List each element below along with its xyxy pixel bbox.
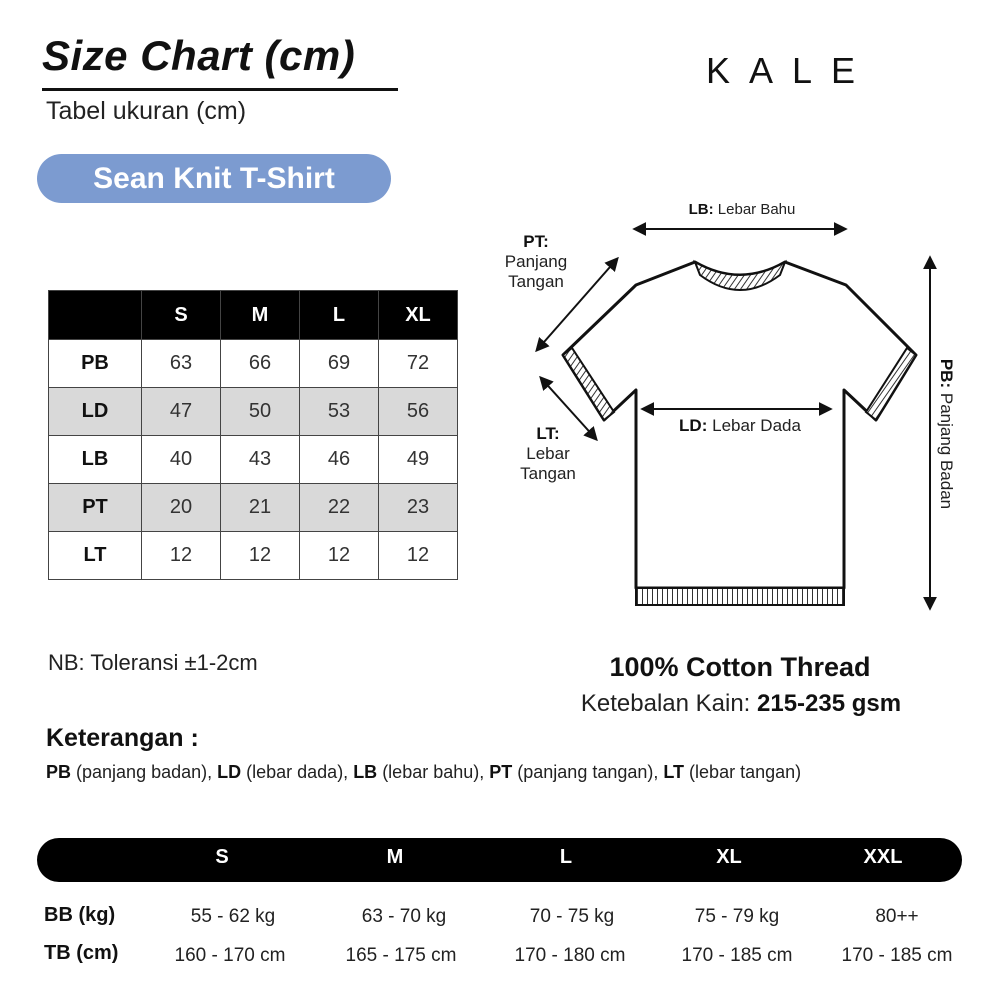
row-label: LB (49, 436, 142, 484)
row-label: LD (49, 388, 142, 436)
table-cell: 22 (300, 484, 379, 532)
size-column-header: XL (379, 291, 458, 340)
lt-code: LT: (536, 424, 560, 443)
table-cell: 20 (142, 484, 221, 532)
table-cell: 12 (142, 532, 221, 580)
title-underline (42, 88, 398, 91)
legend-desc: (panjang badan), (71, 762, 218, 782)
fit-cell: 75 - 79 kg (694, 906, 780, 927)
fit-size-header: M (386, 846, 404, 868)
pb-text: Panjang Badan (937, 392, 956, 510)
size-column-header: S (142, 291, 221, 340)
fit-cell: 170 - 185 cm (681, 945, 793, 966)
fit-cell: 165 - 175 cm (345, 945, 457, 966)
row-label: PB (49, 340, 142, 388)
page-title: Size Chart (cm) (42, 32, 356, 79)
table-cell: 72 (379, 340, 458, 388)
thickness-label: Ketebalan Kain: (580, 690, 751, 717)
legend-code: LT (663, 762, 685, 782)
legend-desc: (panjang tangan), (512, 762, 664, 782)
tolerance-note: NB: Toleransi ±1-2cm (48, 650, 258, 675)
ld-label (650, 416, 830, 436)
lt-line2: Tangan (520, 464, 576, 483)
ld-text: Lebar Dada (712, 416, 801, 435)
table-cell: 12 (221, 532, 300, 580)
fit-cell: 170 - 185 cm (841, 945, 953, 966)
table-row (49, 484, 458, 532)
brand-logo: KALE (706, 50, 875, 91)
table-cell: 12 (379, 532, 458, 580)
table-row (49, 340, 458, 388)
fit-cell: 70 - 75 kg (529, 906, 615, 927)
table-cell: 12 (300, 532, 379, 580)
product-name: Sean Knit T-Shirt (93, 161, 335, 195)
table-cell: 47 (142, 388, 221, 436)
legend-code: PB (46, 762, 72, 782)
table-cell: 43 (221, 436, 300, 484)
legend-code: PT (489, 762, 513, 782)
lb-text: Lebar Bahu (717, 201, 796, 218)
pt-line2: Tangan (508, 272, 564, 291)
thickness-value: 215-235 gsm (757, 690, 902, 717)
table-cell: 21 (221, 484, 300, 532)
lt-label (500, 424, 596, 484)
size-table-corner (49, 291, 142, 340)
fit-row-label: BB (kg) (44, 904, 116, 926)
size-column-header: L (300, 291, 379, 340)
fit-size-header: XXL (863, 846, 903, 868)
table-cell: 49 (379, 436, 458, 484)
table-cell: 40 (142, 436, 221, 484)
fit-size-header: S (215, 846, 229, 868)
legend-desc: (lebar dada), (241, 762, 354, 782)
legend-body (46, 762, 801, 783)
table-cell: 46 (300, 436, 379, 484)
lb-code: LB: (688, 201, 714, 218)
lb-label (652, 201, 832, 218)
legend-desc: (lebar tangan) (684, 762, 802, 782)
fit-cell: 160 - 170 cm (174, 945, 286, 966)
fit-cell: 80++ (875, 906, 919, 927)
table-cell: 56 (379, 388, 458, 436)
fit-size-header: L (559, 846, 573, 868)
fit-cell: 63 - 70 kg (361, 906, 447, 927)
fit-cell: 170 - 180 cm (514, 945, 626, 966)
row-label: LT (49, 532, 142, 580)
size-table-header (49, 291, 458, 340)
pb-code: PB: (937, 358, 956, 389)
table-cell: 53 (300, 388, 379, 436)
table-row (49, 532, 458, 580)
page-subtitle: Tabel ukuran (cm) (46, 97, 247, 125)
legend-code: LD (217, 762, 242, 782)
row-label: PT (49, 484, 142, 532)
fit-cell: 55 - 62 kg (190, 906, 276, 927)
fit-row-label: TB (cm) (44, 942, 119, 964)
table-cell: 66 (221, 340, 300, 388)
table-row (49, 436, 458, 484)
table-row (49, 388, 458, 436)
fabric-thickness (556, 690, 926, 718)
size-column-header: M (221, 291, 300, 340)
fit-size-header: XL (716, 846, 742, 868)
pb-label (936, 344, 956, 524)
legend-title: Keterangan : (46, 724, 199, 752)
legend-desc: (lebar bahu), (377, 762, 490, 782)
pt-label (488, 232, 584, 292)
size-table (48, 290, 458, 580)
material-headline: 100% Cotton Thread (609, 652, 871, 682)
pt-line1: Panjang (504, 252, 568, 271)
table-cell: 50 (221, 388, 300, 436)
table-cell: 63 (142, 340, 221, 388)
pt-code: PT: (523, 232, 549, 251)
table-cell: 69 (300, 340, 379, 388)
table-cell: 23 (379, 484, 458, 532)
product-name-badge (37, 154, 391, 203)
lt-line1: Lebar (526, 444, 570, 463)
tshirt-hem (636, 588, 844, 605)
ld-code: LD: (679, 416, 708, 435)
legend-code: LB (353, 762, 378, 782)
